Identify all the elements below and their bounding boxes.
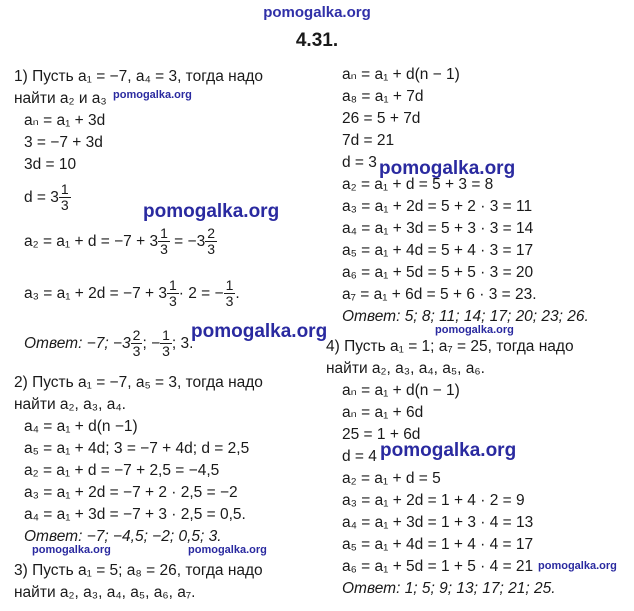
solution-line: a₃ = a₁ + 2d = 5 + 2 · 3 = 11 (342, 198, 533, 215)
solution-line: a₄ = a₁ + d(n −1) (24, 418, 138, 435)
solution-line: a₂ = a₁ + d = 5 + 3 = 8 (342, 176, 494, 193)
watermark-large: pomogalka.org (143, 201, 280, 222)
solution-line-a2: a₂ = a₁ + d = −7 + 3 $\frac{1}{3}$ = −3 $\frac{2}{3}$ (24, 225, 215, 258)
problem-4-header-2: найти a₂, a₃, a₄, a₅, a₆. (326, 360, 485, 377)
fraction: $\frac{1}{3}$ (162, 327, 170, 360)
solution-line: 7d = 21 (342, 132, 395, 149)
fraction: $\frac{1}{3}$ (60, 181, 69, 214)
right-column (342, 64, 589, 328)
problem-3-header: 3) Пусть a₁ = 5; a₈ = 26, тогда надо (14, 562, 263, 579)
watermark-large: pomogalka.org (380, 440, 517, 461)
fraction: $\frac{2}{3}$ (207, 225, 215, 258)
answer-line: Ответ: −7; −3 $\frac{2}{3}$ ; − $\frac{1}{3}$ ; 3. (24, 327, 194, 360)
solution-line: a₅ = a₁ + 4d = 5 + 4 · 3 = 17 (342, 242, 534, 259)
solution-line: a₄ = a₁ + 3d = 1 + 3 · 4 = 13 (342, 514, 534, 531)
watermark-small: pomogalka.org (113, 89, 192, 101)
solution-line: a₃ = a₁ + 2d = −7 + 2 · 2,5 = −2 (24, 484, 238, 501)
solution-line: aₙ = a₁ + d(n − 1) (342, 66, 460, 83)
left-column (14, 66, 263, 604)
watermark-large: pomogalka.org (379, 158, 516, 179)
problem-2-header-2: найти a₂, a₃, a₄. (14, 396, 126, 413)
answer-line: Ответ: −7; −4,5; −2; 0,5; 3. (24, 528, 222, 545)
solution-line: a₈ = a₁ + 7d (342, 88, 424, 105)
solution-line: a₂ = a₁ + d = −7 + 2,5 = −4,5 (24, 462, 220, 479)
fraction: $\frac{2}{3}$ (132, 327, 141, 360)
solution-line: d = 4 (342, 448, 377, 465)
solution-line: d = 3 (342, 154, 377, 171)
solution-line: 3d = 10 (24, 156, 77, 173)
solution-line: a₃ = a₁ + 2d = 1 + 4 · 2 = 9 (342, 492, 525, 509)
problem-1-header-2: найти a₂ и a₃ (14, 90, 107, 107)
right-column-problem-4 (326, 336, 574, 600)
solution-line: 26 = 5 + 7d (342, 110, 421, 127)
watermark-small: pomogalka.org (435, 324, 514, 336)
solution-line: a₂ = a₁ + d = 5 (342, 470, 441, 487)
fraction: $\frac{1}{3}$ (168, 277, 177, 310)
watermark-top: pomogalka.org (263, 4, 371, 21)
solution-line: 25 = 1 + 6d (342, 426, 421, 443)
watermark-large: pomogalka.org (191, 321, 328, 342)
solution-line: 3 = −7 + 3d (24, 134, 103, 151)
solution-line-d: d = 3 $\frac{1}{3}$ (24, 181, 69, 214)
solution-line: a₇ = a₁ + 6d = 5 + 6 · 3 = 23. (342, 286, 537, 303)
solution-line: aₙ = a₁ + d(n − 1) (342, 382, 460, 399)
fraction: $\frac{1}{3}$ (160, 225, 168, 258)
solution-line: a₆ = a₁ + 5d = 5 + 5 · 3 = 20 (342, 264, 534, 281)
fraction: $\frac{1}{3}$ (225, 277, 234, 310)
watermark-small: pomogalka.org (188, 544, 267, 556)
problem-3-header-2: найти a₂, a₃, a₄, a₅, a₆, a₇. (14, 584, 196, 601)
solution-line: aₙ = a₁ + 3d (24, 112, 106, 129)
solution-line: a₆ = a₁ + 5d = 1 + 5 · 4 = 21 (342, 558, 534, 575)
solution-line: a₄ = a₁ + 3d = −7 + 3 · 2,5 = 0,5. (24, 506, 246, 523)
problem-number: 4.31. (295, 30, 339, 51)
solution-line-a3: a₃ = a₁ + 2d = −7 + 3 $\frac{1}{3}$ · 2 = − $\frac{1}{3}$ . (24, 277, 240, 310)
solution-line: a₅ = a₁ + 4d; 3 = −7 + 4d; d = 2,5 (24, 440, 250, 457)
answer-line: Ответ: 5; 8; 11; 14; 17; 20; 23; 26. (342, 308, 589, 325)
watermark-small: pomogalka.org (538, 560, 617, 572)
problem-1-header: 1) Пусть a₁ = −7, a₄ = 3, тогда надо (14, 68, 263, 85)
solution-line: a₄ = a₁ + 3d = 5 + 3 · 3 = 14 (342, 220, 534, 237)
problem-4-header: 4) Пусть a₁ = 1; a₇ = 25, тогда надо (326, 338, 574, 355)
answer-line: Ответ: 1; 5; 9; 13; 17; 21; 25. (342, 580, 556, 597)
watermark-small: pomogalka.org (32, 544, 111, 556)
solution-line: a₅ = a₁ + 4d = 1 + 4 · 4 = 17 (342, 536, 534, 553)
solution-line: aₙ = a₁ + 6d (342, 404, 424, 421)
problem-2-header: 2) Пусть a₁ = −7, a₅ = 3, тогда надо (14, 374, 263, 391)
